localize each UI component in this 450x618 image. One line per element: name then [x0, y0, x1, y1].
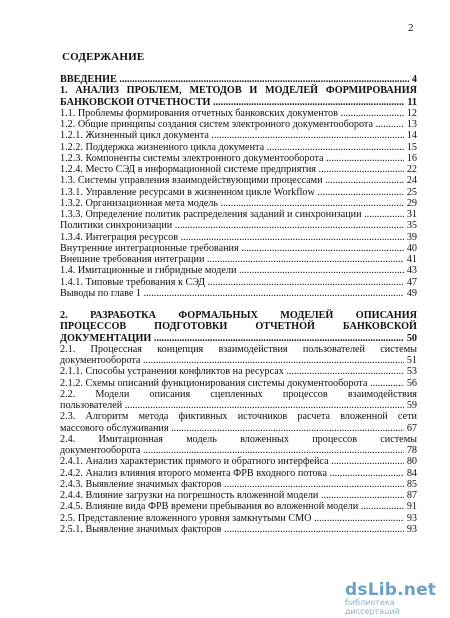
toc-entry[interactable] [60, 344, 417, 367]
toc-entry-title: 1.2.1. Жизненный цикл документа ..... [60, 130, 404, 141]
toc-entry-line: БАНКОВСКОЙ ОТЧЕТНОСТИ ..... [60, 97, 404, 108]
toc-entry-line: 2.2. Модели описания сцепленных процессов взаимодействия [60, 388, 417, 400]
page-number: 2 [408, 22, 414, 34]
toc-entry[interactable] [60, 209, 417, 220]
toc-page-number: 25 [406, 186, 417, 198]
toc-page-number: 50 [406, 332, 417, 344]
toc-entry-title: 1.2. Общие принципы создания систем электронного документооборота ..... [60, 119, 404, 130]
toc-page-number: 41 [406, 254, 417, 265]
toc-entry[interactable] [60, 220, 417, 231]
toc-page-number: 13 [406, 119, 417, 130]
toc-page-number: 53 [406, 366, 417, 378]
toc-entry[interactable] [60, 378, 417, 389]
toc-entry[interactable] [60, 85, 417, 108]
toc-entry[interactable] [60, 456, 417, 467]
watermark-logo: dsLib.net [345, 580, 437, 600]
toc-entry-title: 1.2.3. Компоненты системы электронного документооборота ..... [60, 153, 404, 164]
toc-entry-line: 2.3. Алгоритм метода фиктивных источников расчета вложенной сети [60, 411, 417, 423]
toc-page-number: 39 [406, 231, 417, 243]
toc-page-number: 59 [406, 400, 417, 411]
toc-page-number: 67 [406, 422, 417, 434]
toc-entry-line: массового обслуживания ..... [60, 423, 404, 434]
toc-entry[interactable] [60, 119, 417, 130]
toc-entry-line: документооборота ..... [60, 355, 404, 366]
toc-entry-title: 1.3.4. Интеграция ресурсов ..... [60, 232, 404, 243]
toc-entry-title: 2.4.2. Анализ влияния второго момента ФРВ входного потока ..... [60, 468, 404, 479]
toc-page-number: 49 [406, 287, 417, 299]
toc-page-number: 22 [406, 164, 417, 175]
toc-entry-title: 1.4. Имитационные и гибридные модели ..... [60, 265, 404, 276]
toc-entry[interactable] [60, 153, 417, 164]
toc-page-number: 11 [407, 96, 417, 108]
toc-entry-title: 1.2.2. Поддержка жизненного цикла документа ..... [60, 142, 404, 153]
toc-entry[interactable] [60, 277, 417, 288]
toc-entry-line: ПРОЦЕССОВ ПОДГОТОВКИ ОТЧЕТНОЙ БАНКОВСКОЙ [60, 321, 417, 333]
toc-entry-title: 2.1.1. Способы устранения конфликтов на ресурсах ..... [60, 366, 404, 377]
toc-entry-title: Внешние требования интеграции ..... [60, 254, 404, 265]
toc-entry-title: Политики синхронизации ..... [60, 220, 404, 231]
table-of-contents [60, 74, 417, 535]
toc-entry[interactable] [60, 501, 417, 512]
toc-entry[interactable] [60, 175, 417, 186]
toc-entry-title: 1.1. Проблемы формирования отчетных банковских документов ..... [60, 108, 404, 119]
toc-entry-line: пользователей ..... [60, 400, 404, 411]
toc-page-number: 84 [406, 467, 417, 479]
toc-entry-title: Выводы по главе 1 ..... [60, 288, 404, 299]
toc-page-number: 24 [406, 175, 417, 187]
toc-page-number: 93 [406, 512, 417, 524]
toc-page-number: 85 [406, 478, 417, 490]
toc-page-number: 31 [406, 209, 417, 220]
toc-entry[interactable] [60, 198, 417, 209]
toc-entry-title: Внутренние интеграционные требования ..... [60, 243, 404, 254]
toc-entry[interactable] [60, 232, 417, 243]
toc-entry[interactable] [60, 130, 417, 141]
toc-entry-title: 1.3. Системы управления взаимодействующими процессами ..... [60, 175, 404, 186]
toc-entry[interactable] [60, 243, 417, 254]
toc-entry-title: 1.3.3. Определение политик распределения заданий и синхронизации ..... [60, 209, 404, 220]
toc-page-number: 35 [406, 220, 417, 232]
toc-page-number: 16 [406, 152, 417, 164]
toc-entry-title: 2.5. Представление вложенного уровня замкнутыми СМО ..... [60, 513, 404, 524]
toc-entry-line: 2.4. Имитационная модель вложенных процессов системы [60, 433, 417, 445]
toc-page-number: 43 [406, 265, 417, 277]
toc-page-number: 15 [406, 141, 417, 153]
toc-entry-title: 2.4.4. Влияние загрузки на погрешность вложенной модели ..... [60, 490, 404, 501]
toc-entry-line: 1. АНАЛИЗ ПРОБЛЕМ, МЕТОДОВ И МОДЕЛЕЙ ФОРМИРОВАНИЯ [60, 85, 417, 97]
toc-entry-line: 2. РАЗРАБОТКА ФОРМАЛЬНЫХ МОДЕЛЕЙ ОПИСАНИЯ [60, 310, 417, 321]
toc-entry[interactable] [60, 490, 417, 501]
toc-entry[interactable] [60, 513, 417, 524]
toc-entry[interactable] [60, 288, 417, 299]
toc-entry[interactable] [60, 310, 417, 344]
toc-entry[interactable] [60, 479, 417, 490]
toc-entry-line: документооборота ..... [60, 445, 404, 456]
toc-page-number: 14 [406, 130, 417, 142]
toc-entry-line: ДОКУМЕНТАЦИИ ..... [60, 333, 404, 344]
watermark-subtitle: библиотека диссертаций [345, 598, 400, 616]
toc-page-number: 80 [406, 456, 417, 468]
toc-entry[interactable] [60, 434, 417, 457]
toc-page-number: 12 [406, 107, 417, 119]
toc-page-number: 29 [406, 197, 417, 209]
toc-page-number: 4 [411, 74, 417, 85]
toc-entry-title: 2.4.1. Анализ характеристик прямого и обратного интерфейса ..... [60, 456, 404, 467]
toc-entry[interactable] [60, 187, 417, 198]
toc-entry-title: 2.1.2. Схемы описаний функционирования системы документооборота ..... [60, 378, 404, 389]
toc-page-number: 91 [406, 501, 417, 513]
toc-page-number: 51 [406, 355, 417, 366]
toc-entry-title: 1.3.2. Организационная мета модель ..... [60, 198, 404, 209]
toc-page-number: 78 [406, 445, 417, 456]
toc-page-number: 40 [406, 242, 417, 254]
toc-entry-title: 2.5.1. Выявление значимых факторов ..... [60, 524, 404, 535]
toc-entry-line: 2.1. Процессная концепция взаимодействия пользователей системы [60, 343, 417, 355]
toc-page-number: 93 [406, 523, 417, 535]
toc-entry[interactable] [60, 468, 417, 479]
toc-entry-title: ВВЕДЕНИЕ ..... [60, 74, 409, 85]
toc-entry[interactable] [60, 389, 417, 412]
toc-page-number: 87 [406, 490, 417, 501]
toc-entry[interactable] [60, 142, 417, 153]
toc-page-number: 56 [406, 377, 417, 389]
watermark [345, 580, 450, 616]
toc-gap [60, 299, 417, 310]
toc-entry[interactable] [60, 524, 417, 535]
toc-entry[interactable] [60, 74, 417, 85]
toc-entry-title: 2.4.5. Влияние вида ФРВ времени пребывания во вложенной модели ..... [60, 501, 404, 512]
toc-page-number: 47 [406, 276, 417, 288]
toc-entry-title: 1.2.4. Место СЭД в информационной системе предприятия ..... [60, 164, 404, 175]
toc-entry[interactable] [60, 265, 417, 276]
toc-entry[interactable] [60, 366, 417, 377]
toc-entry-title: 1.4.1. Типовые требования к СЭД ..... [60, 277, 404, 288]
toc-entry[interactable] [60, 164, 417, 175]
toc-entry[interactable] [60, 411, 417, 434]
toc-entry-title: 2.4.3. Выявление значимых факторов ..... [60, 479, 404, 490]
toc-entry[interactable] [60, 254, 417, 265]
toc-entry-title: 1.3.1. Управление ресурсами в жизненном цикле Workflow ..... [60, 187, 404, 198]
toc-entry[interactable] [60, 108, 417, 119]
toc-title: СОДЕРЖАНИЕ [62, 51, 145, 63]
